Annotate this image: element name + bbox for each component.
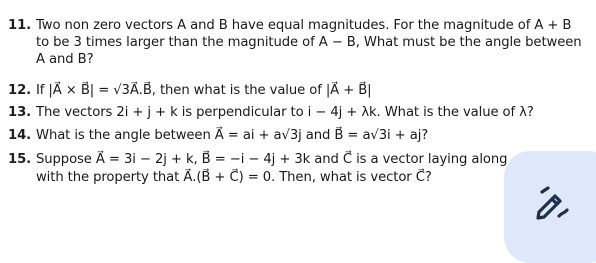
question-number: 11. (8, 18, 32, 33)
question-text-line: A and B? (36, 52, 94, 67)
question-text-line: If |A⃗ × B⃗| = √3A⃗.B⃗, then what is the value of |A⃗ + B⃗| (36, 83, 372, 98)
question-number: 12. (8, 83, 32, 98)
question-text-line: with the property that A⃗.(B⃗ + C⃗) = 0. Then, what is vector C⃗? (36, 170, 432, 185)
question-text-line: The vectors 2i + j + k is perpendicular to i − 4j + λk. What is the value of λ? (36, 105, 534, 120)
question-text-line: to be 3 times larger than the magnitude of A − B, What must be the angle between (36, 35, 582, 50)
pen-edit-icon[interactable] (530, 182, 574, 226)
question-number: 14. (8, 128, 32, 143)
question-text-line: Suppose A⃗ = 3i − 2j + k, B⃗ = −i − 4j + 3k and C⃗ is a vector laying along (36, 152, 508, 167)
question-text-line: What is the angle between A⃗ = ai + a√3j and B⃗ = a√3i + aj? (36, 128, 429, 143)
question-text-line: Two non zero vectors A and B have equal magnitudes. For the magnitude of A + B (36, 18, 572, 33)
question-number: 13. (8, 105, 32, 120)
question-number: 15. (8, 152, 32, 167)
